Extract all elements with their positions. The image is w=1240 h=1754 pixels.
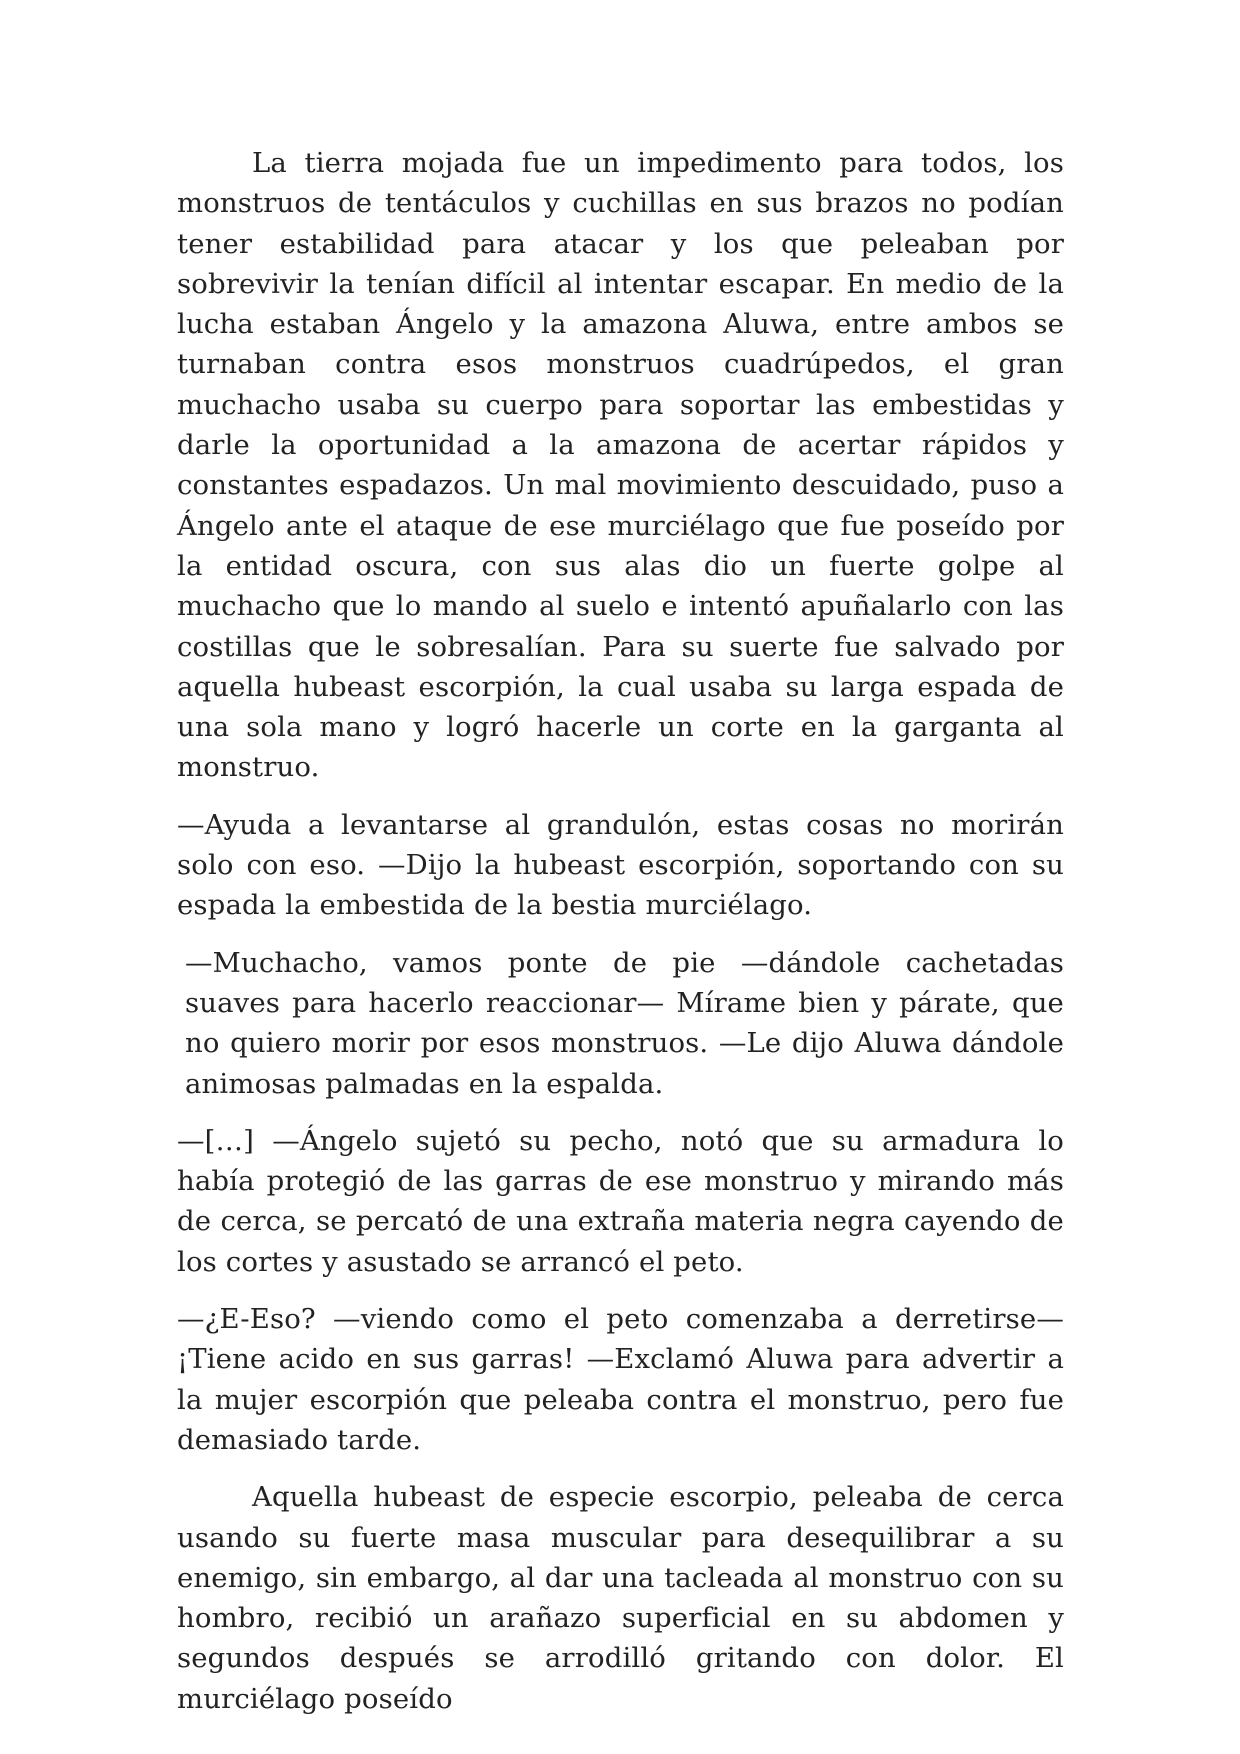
paragraph-1: La tierra mojada fue un impedimento para todos, los monstruos de tentáculos y cuchillas en sus brazos no podían tener estabilidad para atacar y los que peleaban por sobrevivir la tenían difícil al intentar escapar. En medio de la lucha estaban Ángelo y la amazona Aluwa, entre ambos se turnaban contra esos monstruos cuadrúpedos, el gran muchacho usaba su cuerpo para soportar las embestidas y darle la oportunidad a la amazona de acertar rápidos y constantes espadazos. Un mal movimiento descuidado, puso a Ángelo ante el ataque de ese murciélago que fue poseído por la entidad oscura, con sus alas dio un fuerte golpe al muchacho que lo mando al suelo e intentó apuñalarlo con las costillas que le sobresalían. Para su suerte fue salvado por aquella hubeast escorpión, la cual usaba su larga espada de una sola mano y logró hacerle un corte en la garganta al monstruo. (177, 147, 1064, 784)
paragraph-6: Aquella hubeast de especie escorpio, peleaba de cerca usando su fuerte masa muscular para desequilibrar a su enemigo, sin embargo, al dar una tacleada al monstruo con su hombro, recibió un arañazo superficial en su abdomen y segundos después se arrodilló gritando con dolor. El murciélago poseído (177, 1481, 1064, 1715)
paragraph-3: —Muchacho, vamos ponte de pie —dándole cachetadas suaves para hacerlo reaccionar— Mírame bien y párate, que no quiero morir por esos monstruos. —Le dijo Aluwa dándole animosas palmadas en la espalda. (185, 946, 1064, 1100)
paragraph-2: —Ayuda a levantarse al grandulón, estas cosas no morirán solo con eso. —Dijo la hubeast escorpión, soportando con su espada la embestida de la bestia murciélago. (177, 808, 1064, 922)
document-page (177, 143, 1064, 1715)
paragraph-5: —¿E-Eso? —viendo como el peto comenzaba a derretirse— ¡Tiene acido en sus garras! —Exclamó Aluwa para advertir a la mujer escorpión que peleaba contra el monstruo, pero fue demasiado tarde. (177, 1303, 1064, 1456)
paragraph-4: —[…] —Ángelo sujetó su pecho, notó que su armadura lo había protegió de las garras de ese monstruo y mirando más de cerca, se percató de una extraña materia negra cayendo de los cortes y asustado se arrancó el peto. (177, 1124, 1064, 1278)
